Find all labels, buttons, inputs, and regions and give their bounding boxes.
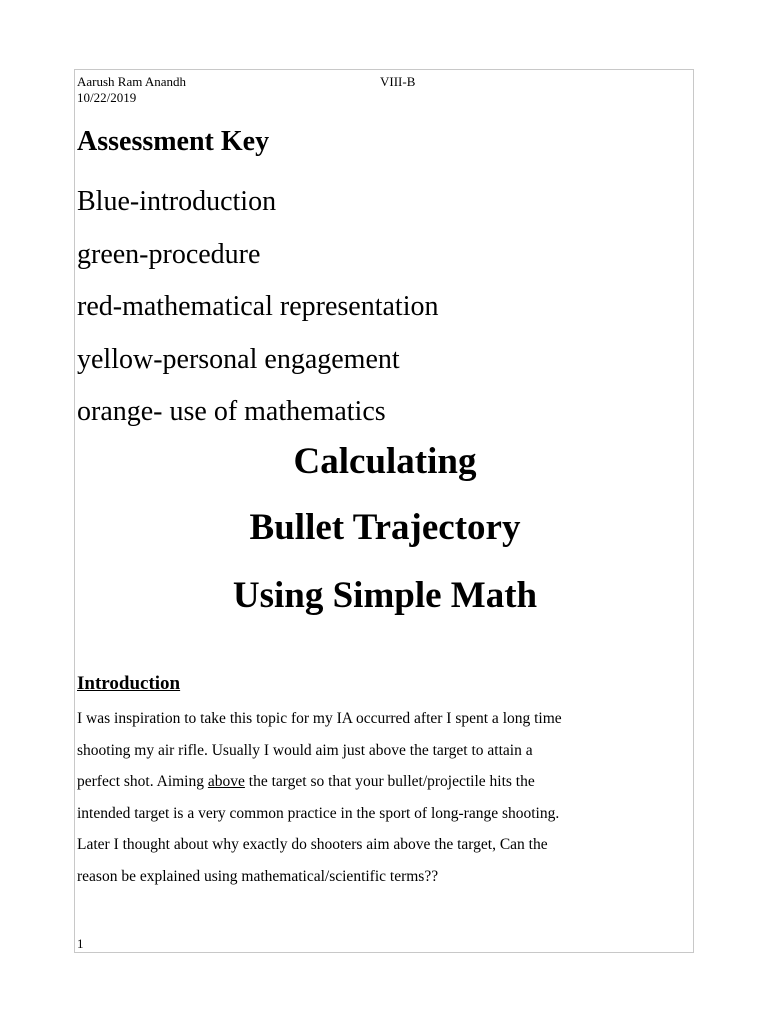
assessment-key-list [77,176,438,439]
paragraph-text: the target so that your bullet/projectile hits the [244,773,535,790]
introduction-paragraph [77,703,691,892]
title-line-3: Using Simple Math [232,575,538,616]
paragraph-line [77,766,691,798]
document-date: 10/22/2019 [77,90,137,105]
introduction-heading: Introduction [77,673,181,694]
paragraph-line: shooting my air rifle. Usually I would aim just above the target to attain a [77,741,533,759]
assessment-key-item: orange- use of mathematics [77,396,386,427]
paragraph-line: Later I thought about why exactly do shooters aim above the target, Can the [77,836,548,853]
title-line-2: Bullet Trajectory [249,507,521,548]
assessment-key-title: Assessment Key [77,126,270,157]
paragraph-line: I was inspiration to take this topic for my IA occurred after I spent a long time [77,710,562,727]
underlined-word: above [207,773,245,790]
assessment-key-item: green-procedure [77,238,261,270]
paragraph-text: perfect shot. Aiming [77,773,208,790]
paragraph-line: intended target is a very common practice in the sport of long-range shooting. [77,804,560,822]
assessment-key-item: Blue-introduction [77,186,277,217]
paragraph-line: reason be explained using mathematical/scientific terms?? [77,867,439,885]
author-name: Aarush Ram Anandh [77,74,187,89]
assessment-key-item: yellow-personal engagement [77,343,400,375]
page-number: 1 [77,936,84,951]
assessment-key-item: red-mathematical representation [77,291,439,322]
class-name: VIII-B [380,74,416,89]
title-line-1: Calculating [293,441,477,482]
document-page [74,69,694,953]
